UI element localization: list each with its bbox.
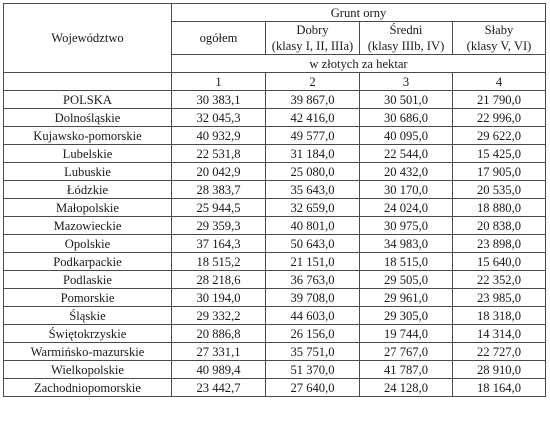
region-column-header: Województwo — [4, 4, 172, 73]
table-row — [4, 253, 546, 271]
price-value-cell: 20 535,0 — [453, 181, 546, 199]
price-value-cell: 29 305,0 — [360, 307, 453, 325]
price-value-cell: 36 763,0 — [266, 271, 360, 289]
price-value-cell: 18 318,0 — [453, 307, 546, 325]
price-value-cell: 15 425,0 — [453, 145, 546, 163]
column-header-good — [266, 22, 360, 55]
column-number-blank — [4, 73, 172, 91]
table-row — [4, 145, 546, 163]
column-number: 4 — [453, 73, 546, 91]
region-name-cell: Opolskie — [4, 235, 172, 253]
column-header-total-label: ogółem — [199, 31, 238, 45]
price-value-cell: 31 184,0 — [266, 145, 360, 163]
price-value-cell: 22 352,0 — [453, 271, 546, 289]
price-value-cell: 30 686,0 — [360, 109, 453, 127]
arable-land-group-header: Grunt orny — [172, 4, 546, 22]
price-value-cell: 19 744,0 — [360, 325, 453, 343]
price-value-cell: 30 975,0 — [360, 217, 453, 235]
price-value-cell: 27 767,0 — [360, 343, 453, 361]
table-row — [4, 199, 546, 217]
region-name-cell: POLSKA — [4, 91, 172, 109]
price-value-cell: 20 432,0 — [360, 163, 453, 181]
price-value-cell: 24 024,0 — [360, 199, 453, 217]
price-value-cell: 29 359,3 — [172, 217, 266, 235]
column-header-weak-label: Słaby — [484, 23, 514, 37]
price-value-cell: 18 164,0 — [453, 379, 546, 397]
price-value-cell: 32 659,0 — [266, 199, 360, 217]
price-value-cell: 27 331,1 — [172, 343, 266, 361]
price-value-cell: 39 708,0 — [266, 289, 360, 307]
column-header-weak — [453, 22, 546, 55]
column-header-total — [172, 22, 266, 55]
price-value-cell: 29 622,0 — [453, 127, 546, 145]
price-table-wrapper — [3, 3, 546, 397]
price-value-cell: 23 898,0 — [453, 235, 546, 253]
price-value-cell: 18 515,2 — [172, 253, 266, 271]
price-value-cell: 30 383,1 — [172, 91, 266, 109]
price-value-cell: 21 790,0 — [453, 91, 546, 109]
price-value-cell: 22 544,0 — [360, 145, 453, 163]
price-value-cell: 37 164,3 — [172, 235, 266, 253]
price-value-cell: 20 886,8 — [172, 325, 266, 343]
table-row — [4, 181, 546, 199]
price-value-cell: 40 989,4 — [172, 361, 266, 379]
column-header-good-label: Dobry — [296, 23, 329, 37]
region-name-cell: Łódzkie — [4, 181, 172, 199]
table-row — [4, 91, 546, 109]
region-name-cell: Zachodniopomorskie — [4, 379, 172, 397]
price-value-cell: 14 314,0 — [453, 325, 546, 343]
column-number: 2 — [266, 73, 360, 91]
price-value-cell: 51 370,0 — [266, 361, 360, 379]
price-value-cell: 22 727,0 — [453, 343, 546, 361]
price-value-cell: 20 042,9 — [172, 163, 266, 181]
table-body — [4, 91, 546, 397]
unit-header: w złotych za hektar — [172, 55, 546, 73]
region-name-cell: Kujawsko-pomorskie — [4, 127, 172, 145]
price-value-cell: 24 128,0 — [360, 379, 453, 397]
column-header-good-classes: (klasy I, II, IIIa) — [271, 39, 354, 53]
region-name-cell: Pomorskie — [4, 289, 172, 307]
region-name-cell: Świętokrzyskie — [4, 325, 172, 343]
table-row — [4, 271, 546, 289]
price-value-cell: 18 515,0 — [360, 253, 453, 271]
price-value-cell: 15 640,0 — [453, 253, 546, 271]
price-value-cell: 50 643,0 — [266, 235, 360, 253]
table-row — [4, 361, 546, 379]
column-header-medium-label: Średni — [389, 23, 423, 37]
table-row — [4, 289, 546, 307]
price-value-cell: 27 640,0 — [266, 379, 360, 397]
price-value-cell: 40 801,0 — [266, 217, 360, 235]
price-value-cell: 21 151,0 — [266, 253, 360, 271]
price-value-cell: 29 505,0 — [360, 271, 453, 289]
price-value-cell: 44 603,0 — [266, 307, 360, 325]
table-row — [4, 235, 546, 253]
price-value-cell: 29 961,0 — [360, 289, 453, 307]
price-value-cell: 20 838,0 — [453, 217, 546, 235]
price-value-cell: 22 531,8 — [172, 145, 266, 163]
price-value-cell: 23 442,7 — [172, 379, 266, 397]
column-header-weak-classes: (klasy V, VI) — [466, 39, 532, 53]
price-value-cell: 32 045,3 — [172, 109, 266, 127]
region-name-cell: Podkarpackie — [4, 253, 172, 271]
price-value-cell: 41 787,0 — [360, 361, 453, 379]
column-header-medium-classes: (klasy IIIb, IV) — [367, 39, 445, 53]
column-header-medium — [360, 22, 453, 55]
region-name-cell: Lubelskie — [4, 145, 172, 163]
price-value-cell: 28 910,0 — [453, 361, 546, 379]
region-name-cell: Małopolskie — [4, 199, 172, 217]
price-value-cell: 22 996,0 — [453, 109, 546, 127]
table-row — [4, 217, 546, 235]
table-row — [4, 379, 546, 397]
region-name-cell: Podlaskie — [4, 271, 172, 289]
price-value-cell: 30 501,0 — [360, 91, 453, 109]
price-value-cell: 40 932,9 — [172, 127, 266, 145]
column-number: 1 — [172, 73, 266, 91]
price-value-cell: 28 218,6 — [172, 271, 266, 289]
price-value-cell: 35 751,0 — [266, 343, 360, 361]
price-value-cell: 23 985,0 — [453, 289, 546, 307]
price-value-cell: 18 880,0 — [453, 199, 546, 217]
table-row — [4, 163, 546, 181]
price-value-cell: 39 867,0 — [266, 91, 360, 109]
price-value-cell: 40 095,0 — [360, 127, 453, 145]
table-row — [4, 127, 546, 145]
table-row — [4, 325, 546, 343]
price-value-cell: 35 643,0 — [266, 181, 360, 199]
region-name-cell: Lubuskie — [4, 163, 172, 181]
price-value-cell: 42 416,0 — [266, 109, 360, 127]
land-price-table — [3, 3, 546, 397]
price-value-cell: 26 156,0 — [266, 325, 360, 343]
price-value-cell: 29 332,2 — [172, 307, 266, 325]
price-value-cell: 30 194,0 — [172, 289, 266, 307]
price-value-cell: 34 983,0 — [360, 235, 453, 253]
region-name-cell: Dolnośląskie — [4, 109, 172, 127]
price-value-cell: 25 944,5 — [172, 199, 266, 217]
region-name-cell: Mazowieckie — [4, 217, 172, 235]
price-value-cell: 30 170,0 — [360, 181, 453, 199]
table-row — [4, 307, 546, 325]
region-name-cell: Warmińsko-mazurskie — [4, 343, 172, 361]
price-value-cell: 25 080,0 — [266, 163, 360, 181]
column-number: 3 — [360, 73, 453, 91]
region-name-cell: Śląskie — [4, 307, 172, 325]
table-row — [4, 109, 546, 127]
table-row — [4, 343, 546, 361]
region-name-cell: Wielkopolskie — [4, 361, 172, 379]
table-header — [4, 4, 546, 91]
price-value-cell: 28 383,7 — [172, 181, 266, 199]
price-value-cell: 17 905,0 — [453, 163, 546, 181]
price-value-cell: 49 577,0 — [266, 127, 360, 145]
